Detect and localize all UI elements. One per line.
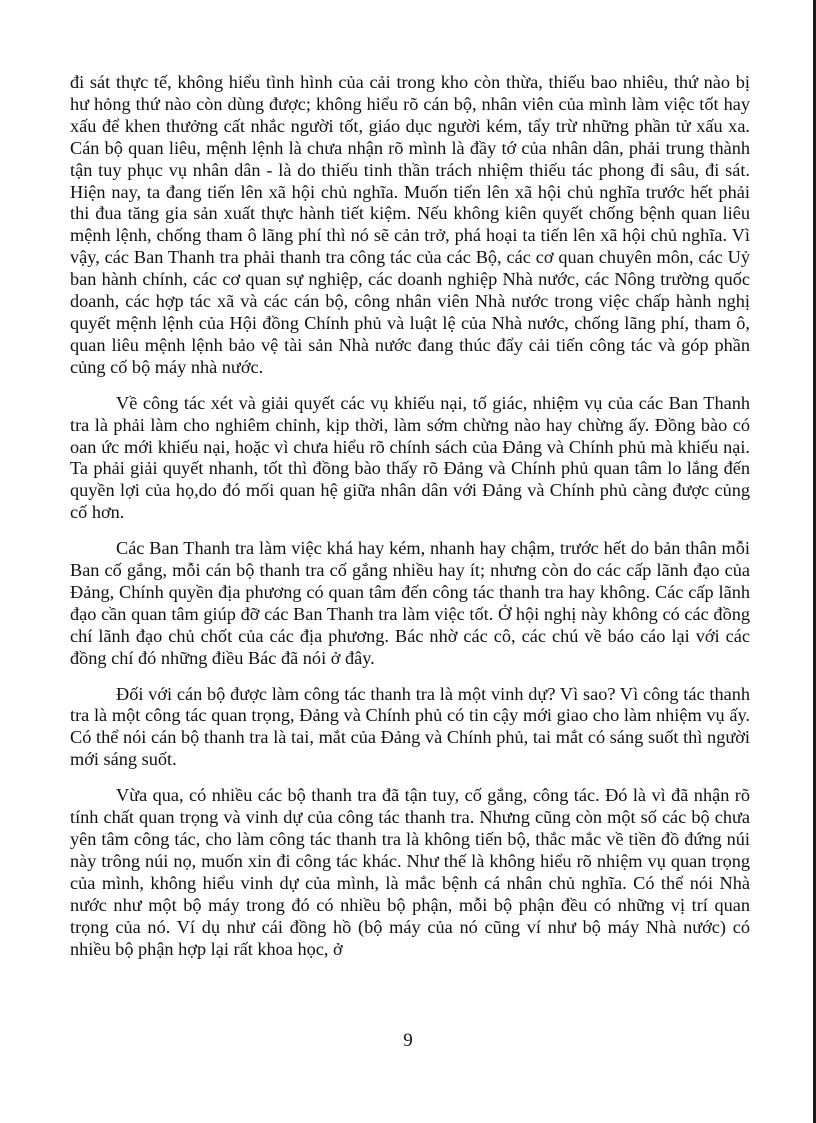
paragraph-dedication: Vừa qua, có nhiều các bộ thanh tra đã tận tuy, cố gắng, công tác. Đó là vì đã nhận rõ tính chất quan trọng và vinh dự của công tác thanh tra. Nhưng cũng còn một số các bộ chưa yên tâm công tác, cho làm công tác thanh tra là không tiến bộ, thắc mắc về tiền đồ đứng núi này trông núi nọ, muốn xin đi công tác khác. Như thế là không hiểu rõ nhiệm vụ quan trọng của mình, không hiểu vinh dự của mình, là mắc bệnh cá nhân chủ nghĩa. Có thể nói Nhà nước như một bộ máy trong đó có nhiều bộ phận, mỗi bộ phận đều có những vị trí quan trọng của nó. Ví dụ như cái đồng hồ (bộ máy của nó cũng ví như bộ máy Nhà nước) có nhiều bộ phận hợp lại rất khoa học, ở <box>70 785 750 959</box>
paragraph-inspection-boards: Các Ban Thanh tra làm việc khá hay kém, nhanh hay chậm, trước hết do bản thân mỗi Ban cố gắng, mỗi cán bộ thanh tra cố gắng nhiều hay ít; nhưng còn do các cấp lãnh đạo của Đảng, Chính quyền địa phương có quan tâm đến công tác thanh tra hay không. Các cấp lãnh đạo cần quan tâm giúp đỡ các Ban Thanh tra làm việc tốt. Ở hội nghị này không có các đồng chí lãnh đạo chủ chốt của các địa phương. Bác nhờ các cô, các chú về báo cáo lại với các đồng chí đó những điều Bác đã nói ở đây. <box>70 538 750 668</box>
paragraph-continuation: đi sát thực tế, không hiểu tình hình của cải trong kho còn thừa, thiếu bao nhiêu, thứ nào bị hư hỏng thứ nào còn dùng được; không hiểu rõ cán bộ, nhân viên của mình làm việc tốt hay xấu để khen thưởng cất nhắc người tốt, giáo dục người kém, tẩy trừ những phần tử xấu xa. Cán bộ quan liêu, mệnh lệnh là chưa nhận rõ mình là đầy tớ của nhân dân, phải trung thành tận tuy phục vụ nhân dân - là do thiếu tinh thần trách nhiệm thiếu tác phong đi sâu, đi sát. Hiện nay, ta đang tiến lên xã hội chủ nghĩa. Muốn tiến lên xã hội chủ nghĩa trước hết phải thi đua tăng gia sản xuất thực hành tiết kiệm. Nếu không kiên quyết chống bệnh quan liêu mệnh lệnh, chống tham ô lãng phí thì nó sẽ cản trở, phá hoại ta tiến lên xã hội chủ nghĩa. Vì vậy, các Ban Thanh tra phải thanh tra công tác của các Bộ, các cơ quan chuyên môn, các Uỷ ban hành chính, các cơ quan sự nghiệp, các doanh nghiệp Nhà nước, các Nông trường quốc doanh, các hợp tác xã và các cán bộ, công nhân viên Nhà nước trong việc chấp hành nghị quyết mệnh lệnh của Hội đồng Chính phủ và luật lệ của Nhà nước, chống lãng phí, tham ô, quan liêu mệnh lệnh bảo vệ tài sản Nhà nước đang thúc đẩy cải tiến công tác và góp phần củng cố bộ máy nhà nước. <box>70 72 750 377</box>
document-body <box>70 72 750 974</box>
paragraph-complaints: Về công tác xét và giải quyết các vụ khiếu nại, tố giác, nhiệm vụ của các Ban Thanh tra là phải làm cho nghiêm chỉnh, kịp thời, làm sớm chừng nào hay chừng ấy. Đồng bào có oan ức mới khiếu nại, hoặc vì chưa hiểu rõ chính sách của Đảng và Chính phủ mà khiếu nại. Ta phải giải quyết nhanh, tốt thì đồng bào thấy rõ Đảng và Chính phủ quan tâm lo lắng đến quyền lợi của họ,do đó mối quan hệ giữa nhân dân với Đảng và Chính phủ càng được củng cố hơn. <box>70 392 750 523</box>
page-number: 9 <box>403 1030 413 1051</box>
paragraph-honor: Đối với cán bộ được làm công tác thanh tra là một vinh dự? Vì sao? Vì công tác thanh tra là một công tác quan trọng, Đảng và Chính phủ có tin cậy mới giao cho làm nhiệm vụ ấy. Có thể nói cán bộ thanh tra là tai, mắt của Đảng và Chính phủ, tai mắt có sáng suốt thì người mới sáng suốt. <box>70 683 750 770</box>
